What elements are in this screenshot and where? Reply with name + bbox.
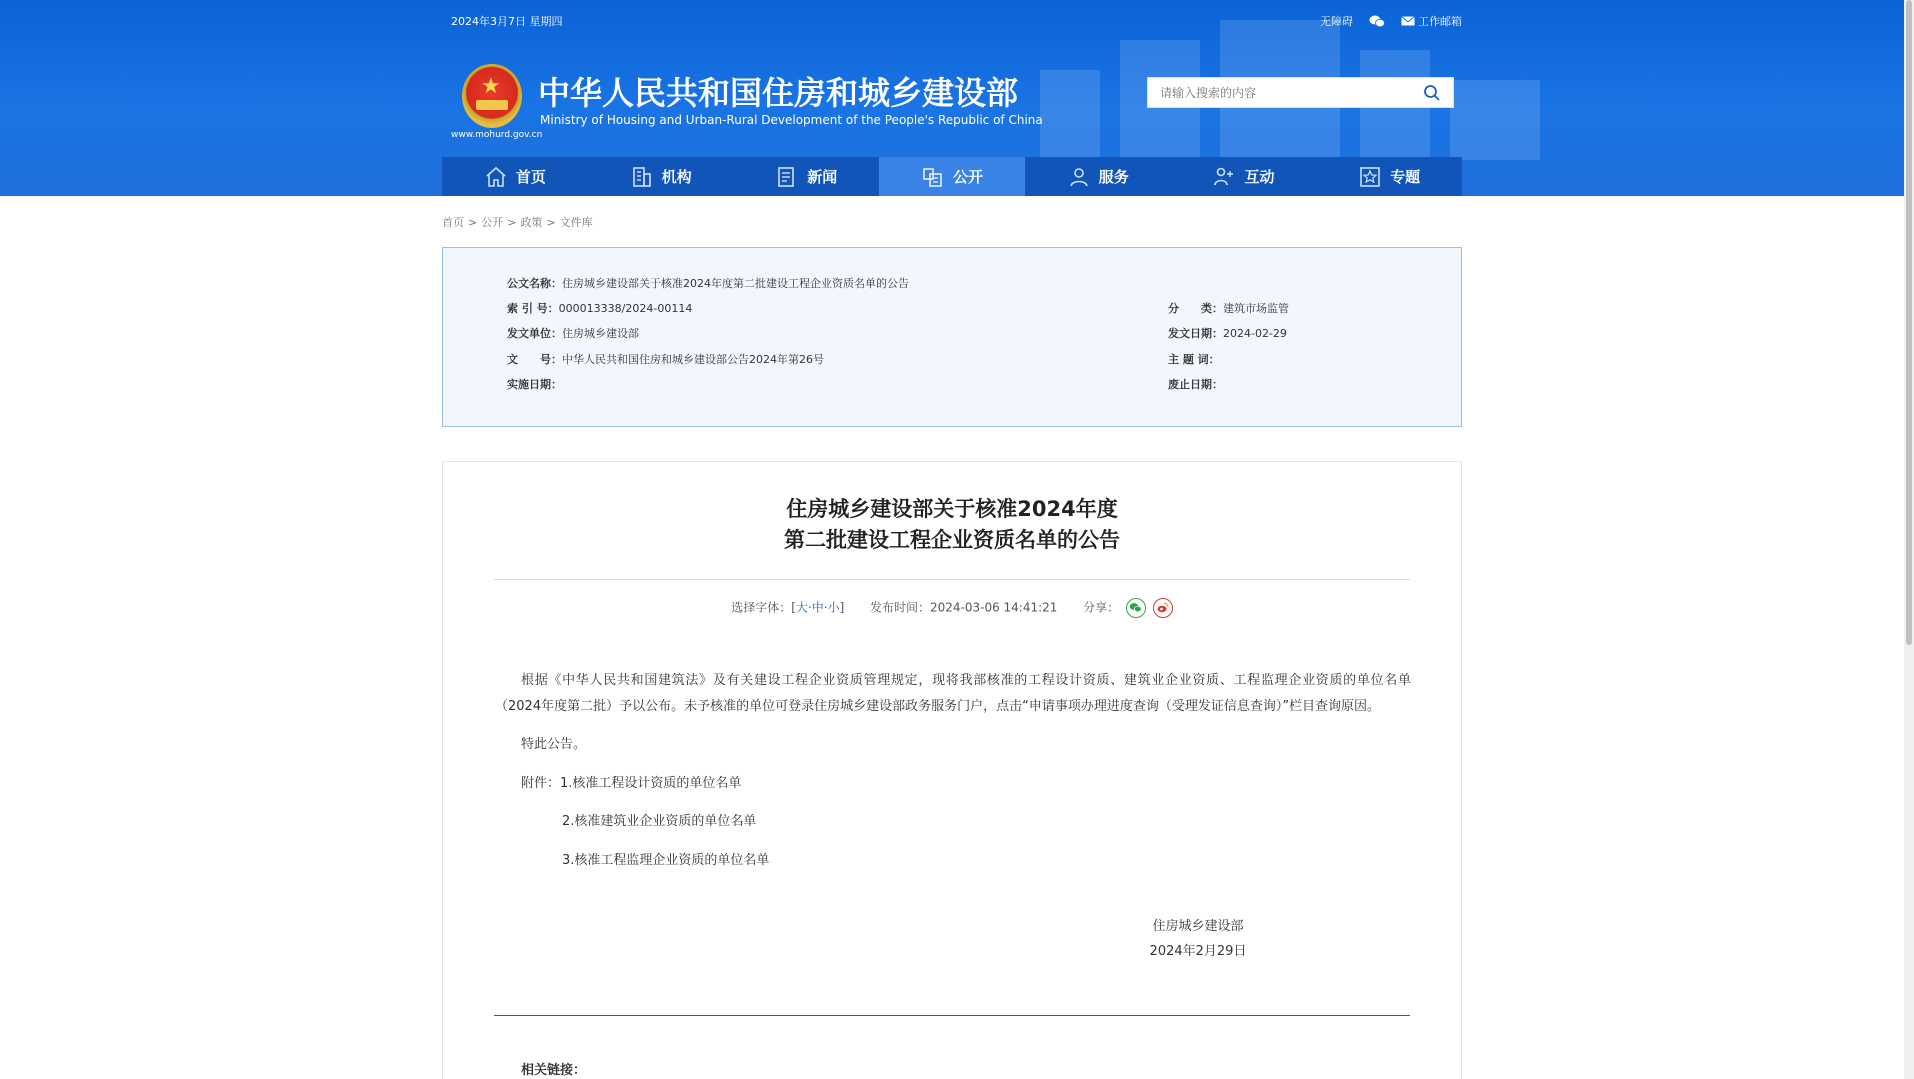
meta-expire-row (1168, 376, 1223, 392)
meta-index-row (507, 300, 692, 316)
meta-title-label: 公文名称： (507, 277, 562, 290)
site-title[interactable]: 中华人民共和国住房和城乡建设部 (538, 74, 1019, 112)
search-input[interactable] (1148, 78, 1398, 107)
article-body (495, 668, 1411, 873)
meta-category-label: 分 类： (1168, 302, 1223, 315)
font-dot: · (823, 600, 828, 615)
nav-item-label: 互动 (1244, 168, 1275, 186)
top-links (1320, 13, 1462, 29)
meta-effective-row (507, 376, 562, 392)
meta-issuer-label: 发文单位： (507, 327, 562, 340)
article-title-line2: 第二批建设工程企业资质名单的公告 (784, 528, 1120, 552)
site-header (0, 0, 1904, 196)
meta-issue-date-value: 2024-02-29 (1223, 327, 1287, 340)
interact-icon (1212, 165, 1236, 189)
breadcrumb-library[interactable]: 文件库 (559, 216, 593, 229)
breadcrumb-policy[interactable]: 政策 (520, 216, 543, 229)
article-bottom-divider (494, 1015, 1410, 1016)
font-large-button[interactable]: 大 (795, 600, 808, 615)
search-icon[interactable] (1423, 84, 1441, 102)
building-icon (630, 165, 654, 189)
publish-time-label: 发布时间： (869, 600, 930, 615)
article-tools (443, 598, 1461, 618)
title-divider (494, 579, 1410, 580)
font-size-label: 选择字体： (731, 600, 792, 615)
national-emblem-logo[interactable]: ★ (462, 64, 522, 128)
meta-docno-label: 文 号： (507, 353, 562, 366)
news-icon (775, 165, 799, 189)
signature-org: 住房城乡建设部 (1152, 919, 1244, 934)
article-title (443, 494, 1461, 556)
breadcrumb-home[interactable]: 首页 (442, 216, 464, 229)
meta-issue-date-label: 发文日期： (1168, 327, 1223, 340)
current-date: 2024年3月7日 星期四 (451, 15, 563, 28)
attachment-link-1[interactable]: 附件：1.核准工程设计资质的单位名单 (521, 775, 742, 791)
mail-icon (1401, 16, 1415, 26)
breadcrumb-open[interactable]: 公开 (481, 216, 504, 229)
share-label: 分享： (1083, 600, 1120, 615)
work-mail-label: 工作邮箱 (1418, 15, 1462, 28)
meta-issue-date-row (1168, 325, 1287, 341)
nav-item-interact[interactable] (1171, 157, 1317, 196)
font-bracket-open: [ (791, 600, 796, 615)
share-weibo-icon[interactable] (1153, 598, 1173, 618)
wechat-icon[interactable] (1369, 15, 1385, 28)
meta-index-label: 索 引 号： (507, 302, 559, 315)
page-scrollbar[interactable] (1904, 0, 1914, 1079)
meta-keywords-row (1168, 351, 1220, 367)
nav-item-service[interactable] (1025, 157, 1171, 196)
meta-category-row (1168, 300, 1289, 316)
nav-item-label: 服务 (1098, 168, 1129, 186)
meta-expire-label: 废止日期： (1168, 378, 1223, 391)
nav-item-home[interactable] (442, 157, 588, 196)
body-paragraph-1: 根据《中华人民共和国建筑法》及有关建设工程企业资质管理规定，现将我部核准的工程设计资质、建筑业企业资质、工程监理企业资质的单位名单（2024年度第二批）予以公布。未予核准的单位可登录住房城乡建设部政务服务门户，点击“申请事项办理进度查询（受理发证信息查询）”栏目查询原因。 (495, 673, 1411, 714)
article-panel (442, 461, 1462, 1079)
publish-time-value: 2024-03-06 14:41:21 (929, 600, 1058, 615)
scrollbar-thumb[interactable] (1906, 0, 1912, 645)
nav-item-label: 公开 (953, 168, 984, 186)
share-wechat-icon[interactable] (1126, 598, 1146, 618)
meta-category-value: 建筑市场监管 (1223, 302, 1289, 315)
service-icon (1067, 165, 1091, 189)
font-bracket-close: ] (839, 600, 845, 615)
signature-block (1143, 914, 1253, 964)
site-url: www.mohurd.gov.cn (451, 130, 543, 140)
font-dot: · (807, 600, 812, 615)
attachment-link-2[interactable]: 2.核准建筑业企业资质的单位名单 (562, 814, 757, 829)
meta-keywords-label: 主 题 词： (1168, 353, 1220, 366)
nav-item-label: 机构 (661, 168, 692, 186)
font-medium-button[interactable]: 中 (811, 600, 824, 615)
attachment-link-3[interactable]: 3.核准工程监理企业资质的单位名单 (562, 852, 770, 868)
breadcrumb: 首页 > 公开 > 政策 > 文件库 (442, 216, 593, 229)
accessibility-link[interactable]: 无障碍 (1320, 15, 1353, 28)
body-paragraph-2: 特此公告。 (521, 737, 587, 752)
nav-item-agency[interactable] (588, 157, 734, 196)
nav-item-news[interactable] (733, 157, 879, 196)
meta-index-value: 000013338/2024-00114 (558, 302, 693, 315)
related-links-heading: 相关链接： (521, 1063, 587, 1078)
meta-issuer-value: 住房城乡建设部 (562, 327, 639, 340)
topic-icon (1358, 165, 1382, 189)
meta-docno-value: 中华人民共和国住房和城乡建设部公告2024年第26号 (562, 353, 824, 366)
work-mail-link[interactable] (1401, 13, 1462, 29)
nav-item-open[interactable] (879, 157, 1025, 196)
meta-title-value: 住房城乡建设部关于核准2024年度第二批建设工程企业资质名单的公告 (562, 277, 909, 290)
meta-docno-row (507, 351, 824, 367)
font-small-button[interactable]: 小 (827, 600, 840, 615)
home-icon (484, 165, 508, 189)
open-docs-icon (921, 165, 945, 189)
nav-item-label: 新闻 (807, 168, 838, 186)
nav-item-label: 专题 (1390, 168, 1421, 186)
nav-item-topic[interactable] (1316, 157, 1462, 196)
meta-issuer-row (507, 325, 639, 341)
document-meta-box (442, 247, 1462, 427)
article-title-line1: 住房城乡建设部关于核准2024年度 (786, 497, 1118, 521)
signature-date: 2024年2月29日 (1149, 944, 1247, 959)
nav-item-label: 首页 (515, 168, 546, 186)
meta-effective-label: 实施日期： (507, 378, 562, 391)
meta-title-row (507, 275, 909, 291)
site-subtitle: Ministry of Housing and Urban-Rural Development of the People's Republic of China (540, 113, 1043, 127)
search-box (1147, 77, 1454, 108)
main-nav (442, 157, 1462, 196)
